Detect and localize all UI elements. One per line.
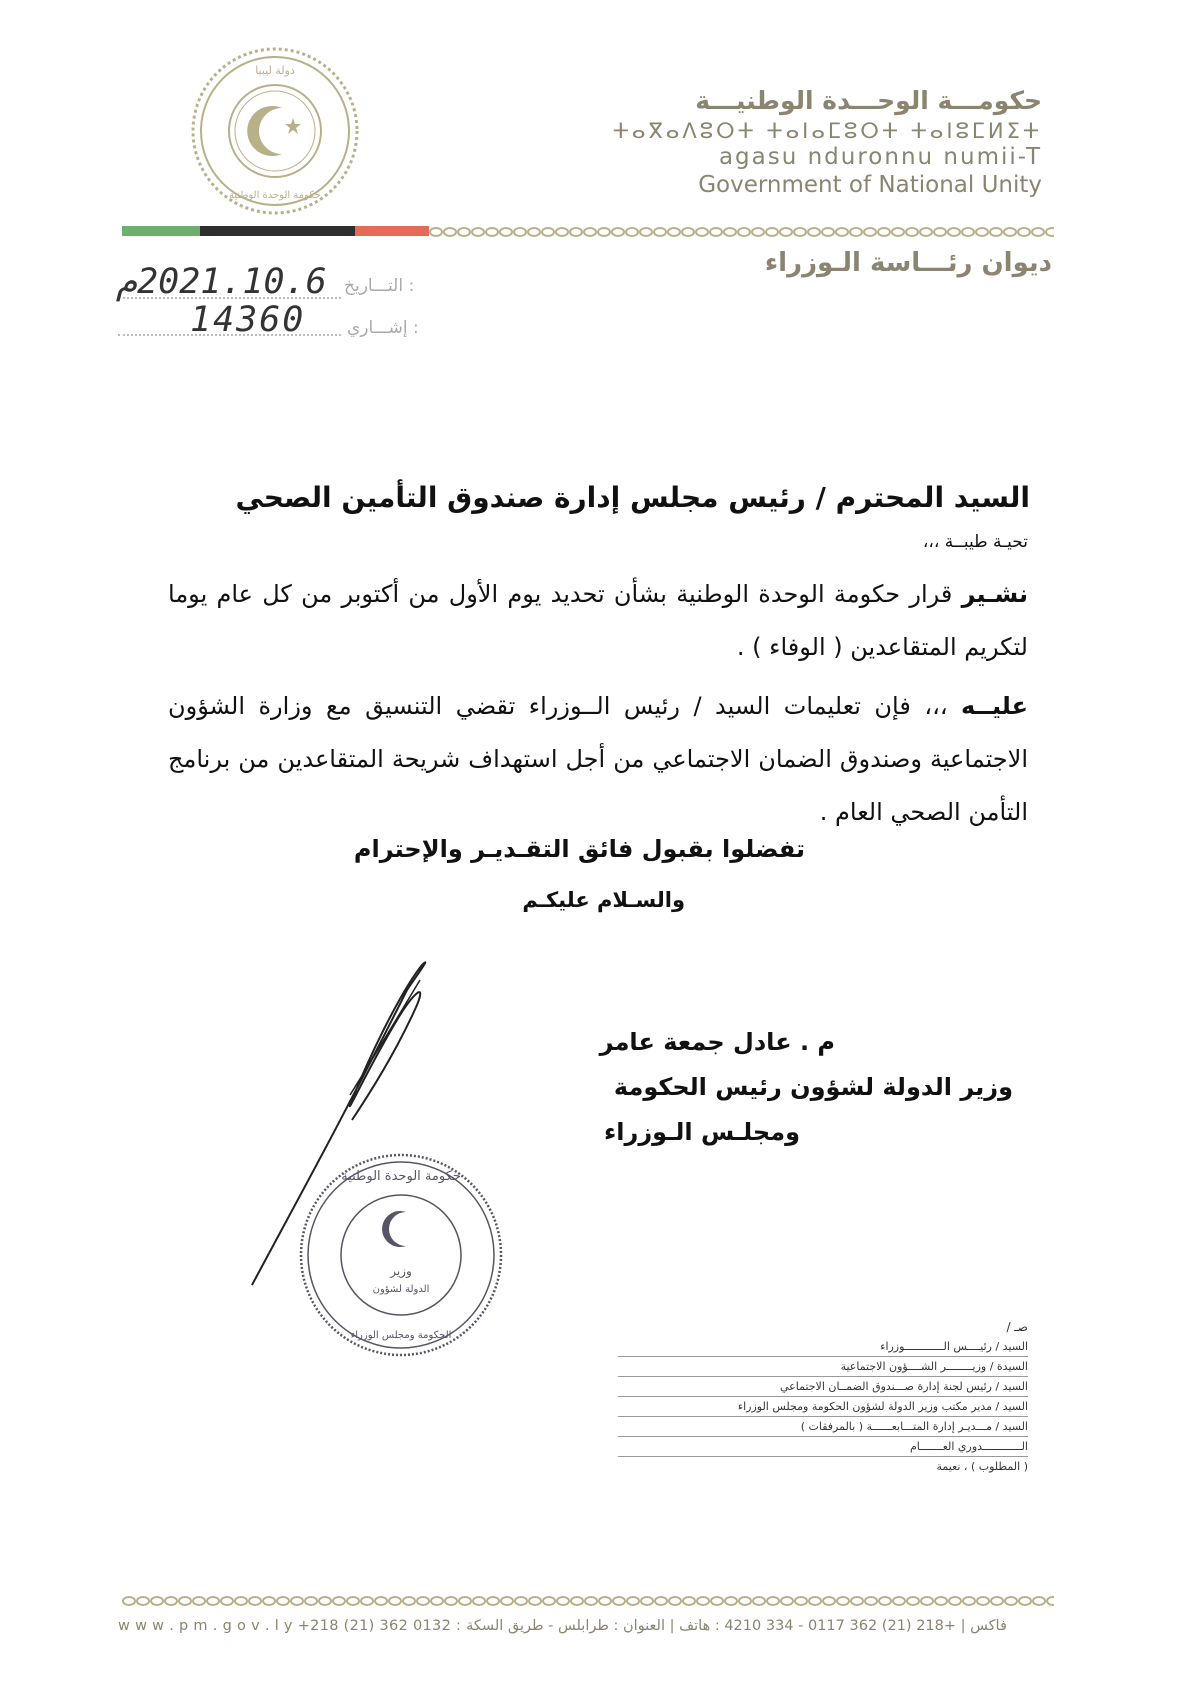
flag-bar-green [122,226,200,236]
svg-text:وزير: وزير [390,1264,412,1278]
government-emblem [190,46,360,216]
cc-item: السيدة / وزيــــــــر الشــــؤون الاجتماعية [618,1357,1028,1377]
cc-item: الــــــــــــدوري العـــــــام [618,1437,1028,1457]
flag-bar-red [355,226,429,236]
office-name: ديوان رئـــاسة الـوزراء [764,248,1052,278]
carbon-copy-list [618,1318,1028,1476]
decorative-chain-top [429,224,1054,238]
cc-footer-note: ( المطلوب ) ، نعيمة [936,1460,1028,1473]
closing: تفضلوا بقبول فائق التقـديـر والإحترام [353,835,805,863]
cc-item: السيد / رئيــــس الــــــــــــوزراء [618,1337,1028,1357]
signatory-title-line1: وزير الدولة لشؤون رئيس الحكومة [613,1073,1013,1101]
paragraph-2 [168,680,1028,839]
official-stamp [296,1150,506,1360]
svg-text:الحكومة ومجلس الوزراء: الحكومة ومجلس الوزراء [350,1330,452,1341]
svg-text:الدولة لشؤون: الدولة لشؤون [372,1284,430,1295]
cc-heading: صـ / [1006,1320,1028,1334]
letterhead [602,86,1042,199]
cc-item: السيد / مدير مكتب وزير الدولة لشؤون الحكومة ومجلس الوزراء [618,1397,1028,1417]
reference-label: إشـــاري : [347,318,419,338]
header-tifinagh: ⵜⴰⴳⴰⴷⵓⵔⵜ ⵜⴰⵏⴰⵎⵓⵔⵜ ⵜⴰⵏⵓⵎⵍⵉⵜ [612,119,1042,143]
paragraph-1-text: قرار حكومة الوحدة الوطنية بشأن تحديد يوم الأول من أكتوبر من كل عام يوما لتكريم المتقاعدين ( الوفاء ) . [168,580,1028,661]
date-value: 2021.10.6م [116,262,327,302]
greeting: تحيـة طيبــة ،،، [922,532,1028,552]
svg-text:حكومة الوحدة الوطنية: حكومة الوحدة الوطنية [229,190,321,201]
flag-bar-black [200,226,355,236]
paragraph-2-lead: عليــه [961,692,1028,720]
paragraph-2-text: ،،، فإن تعليمات السيد / رئيس الــوزراء تقضي التنسيق مع وزارة الشؤون الاجتماعية وصندوق الضمان الاجتماعي من أجل استهداف شريحة المتقاعدين من برنامج التأمن الصحي العام . [168,692,1028,826]
cc-item: السيد / مـــديـر إدارة المتـــابعــــــة ( بالمرفقات ) [618,1417,1028,1437]
salutation: والسـلام عليكـم [522,888,685,912]
svg-text:حكومة الوحدة الوطنية: حكومة الوحدة الوطنية [341,1169,461,1184]
signatory-title-line2: ومجلـس الـوزراء [604,1118,800,1146]
header-amazigh-latin: agasu nduronnu numii-T [718,144,1042,170]
header-english: Government of National Unity [698,172,1042,198]
reference-value: 14360 [190,300,306,340]
date-label: التـــاريخ : [344,276,415,296]
signatory-name: م . عادل جمعة عامر [599,1028,835,1056]
paragraph-1 [168,568,1028,674]
cc-item: السيد / رئيس لجنة إدارة صـــندوق الضمــان الاجتماعي [618,1377,1028,1397]
paragraph-1-lead: نشـير [961,580,1028,608]
header-arabic: حكومـــة الوحـــدة الوطنيـــة [695,86,1042,115]
decorative-chain-bottom [122,1593,1054,1607]
footer-contact: w w w . p m . g o v . l y +218 (21) 362 0132 : فاكس | +218 (21) 362 0117 - 334 4210 : هاتف | العنوان : طرابلس - طريق السكة [118,1618,1007,1634]
recipient: السيد المحترم / رئيس مجلس إدارة صندوق التأمين الصحي [235,481,1030,514]
svg-text:دولة ليبيا: دولة ليبيا [255,64,295,77]
